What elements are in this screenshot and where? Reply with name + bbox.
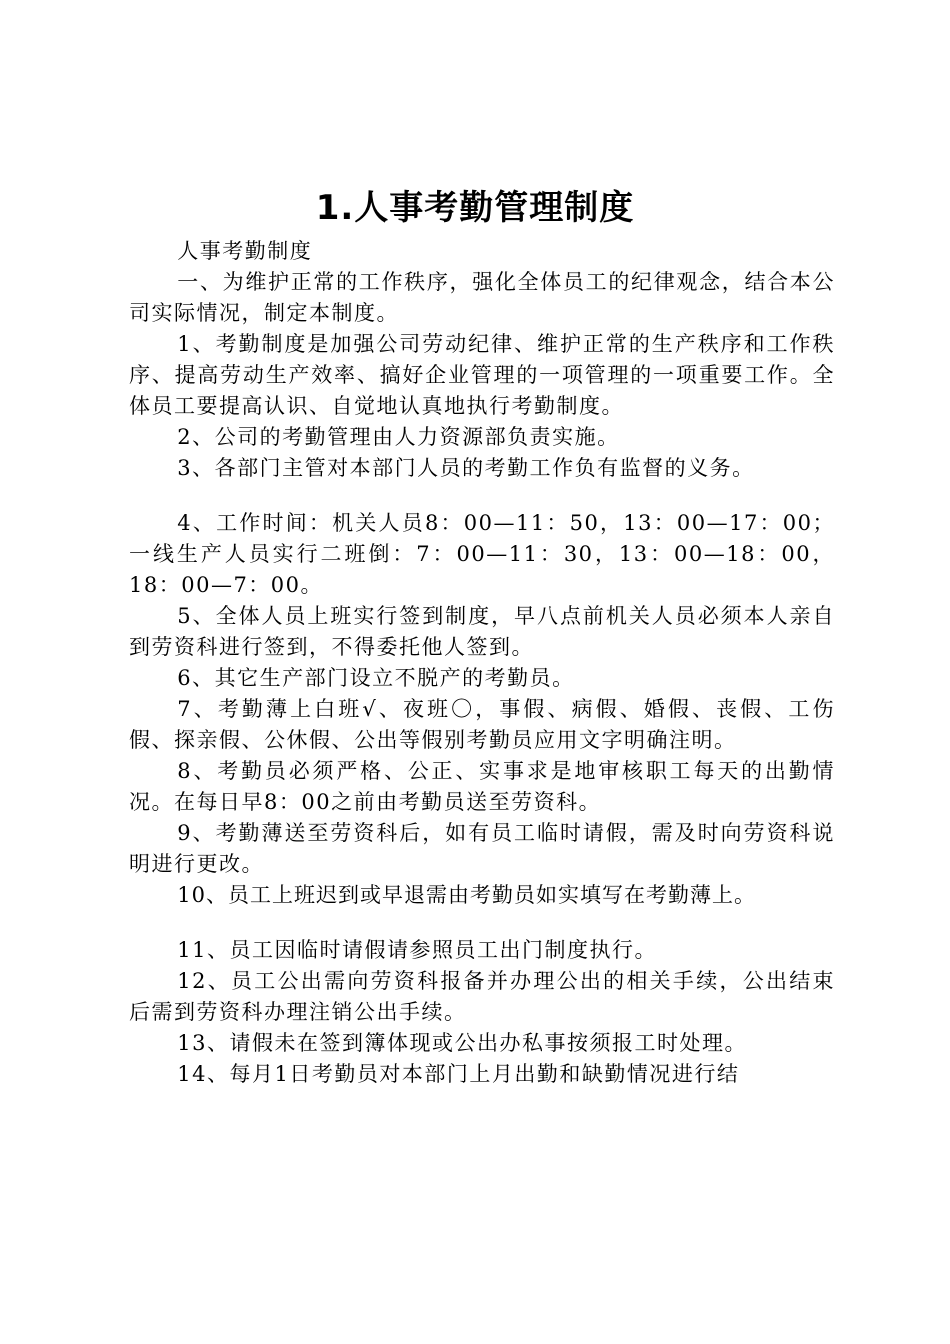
paragraph-heading: 人事考勤制度 xyxy=(177,239,313,263)
paragraph-intro: 一、为维护正常的工作秩序，强化全体员工的纪律观念，结合本公司实际情况，制定本制度。 xyxy=(129,270,835,325)
paragraph-item-4: 4、工作时间：机关人员8：00—11：50，13：00—17：00；一线生产人员实行二班倒：7：00—11：30，13：00—18：00，18：00—7：00。 xyxy=(129,511,835,597)
paragraph-item-10: 10、员工上班迟到或早退需由考勤员如实填写在考勤薄上。 xyxy=(177,883,757,907)
paragraph-item-3: 3、各部门主管对本部门人员的考勤工作负有监督的义务。 xyxy=(177,456,755,480)
paragraph-item-9: 9、考勤薄送至劳资科后，如有员工临时请假，需及时向劳资科说明进行更改。 xyxy=(129,821,835,876)
paragraph-item-1: 1、考勤制度是加强公司劳动纪律、维护正常的生产秩序和工作秩序、提高劳动生产效率、搞好企业管理的一项管理的一项重要工作。全体员工要提高认识、自觉地认真地执行考勤制度。 xyxy=(129,332,835,418)
paragraph-item-5: 5、全体人员上班实行签到制度，早八点前机关人员必须本人亲自到劳资科进行签到，不得委托他人签到。 xyxy=(129,604,835,659)
document-body xyxy=(129,236,835,1090)
document-title: 1.人事考勤管理制度 xyxy=(315,188,635,228)
paragraph-item-14: 14、每月1日考勤员对本部门上月出勤和缺勤情况进行结 xyxy=(177,1062,740,1086)
paragraph-item-13: 13、请假未在签到簿体现或公出办私事按须报工时处理。 xyxy=(177,1031,748,1055)
paragraph-item-8: 8、考勤员必须严格、公正、实事求是地审核职工每天的出勤情况。在每日早8：00之前由考勤员送至劳资科。 xyxy=(129,759,835,814)
paragraph-item-12: 12、员工公出需向劳资科报备并办理公出的相关手续，公出结束后需到劳资科办理注销公出手续。 xyxy=(129,969,835,1024)
paragraph-item-6: 6、其它生产部门设立不脱产的考勤员。 xyxy=(177,666,575,690)
paragraph-item-11: 11、员工因临时请假请参照员工出门制度执行。 xyxy=(177,938,658,962)
paragraph-item-7: 7、考勤薄上白班√、夜班〇，事假、病假、婚假、丧假、工伤假、探亲假、公休假、公出等假别考勤员应用文字明确注明。 xyxy=(129,697,835,752)
paragraph-item-2: 2、公司的考勤管理由人力资源部负责实施。 xyxy=(177,425,620,449)
